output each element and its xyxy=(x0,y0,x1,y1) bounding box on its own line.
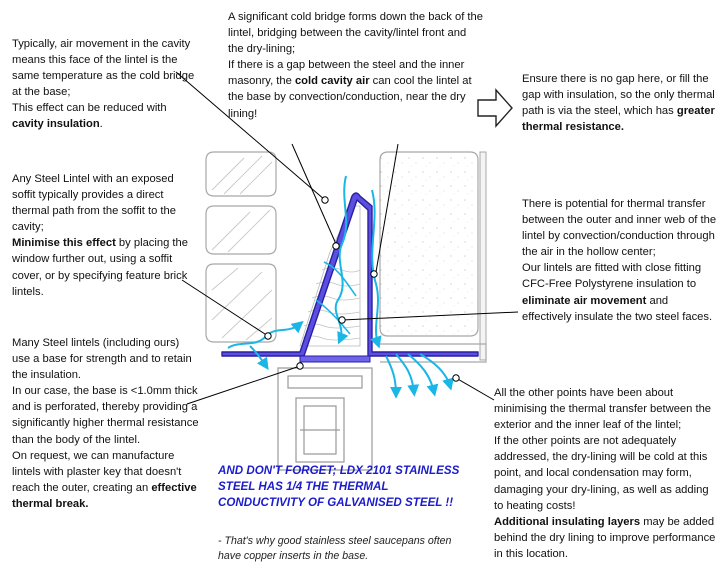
note-lintel-base-p3 xyxy=(12,448,200,512)
note-cavity-reduce-text: This effect can be reduced with xyxy=(12,102,167,115)
note-lintel-base-p1: Many Steel lintels (including ours) use a base for strength and to retain the insulation. xyxy=(12,337,192,382)
note-cold-cavity-air-term: cold cavity air xyxy=(294,75,370,88)
note-ensure-no-gap-pre: Ensure there is no gap here, or fill the gap with insulation, so the only thermal path is via the steel, which has xyxy=(522,73,715,118)
note-exposed-soffit xyxy=(12,171,198,300)
note-exposed-soffit-p1: Any Steel Lintel with an exposed soffit typically provides a direct thermal path from the soffit to the cavity; xyxy=(12,173,176,234)
note-exposed-soffit-p2-post: by placing the window further out, using a soffit cover, or by specifying feature brick lintels. xyxy=(12,237,188,298)
note-thermal-break-term: effective thermal break. xyxy=(12,481,197,510)
window-frame xyxy=(278,368,372,470)
note-cavity-air-movement xyxy=(12,36,198,133)
note-lintel-base xyxy=(12,335,200,512)
note-hollow-center xyxy=(522,196,718,325)
note-insulating-layers-term: Additional insulating layers xyxy=(494,515,641,528)
note-cavity-insulation-term: cavity insulation xyxy=(12,118,100,131)
note-eliminate-air-term: eliminate air movement xyxy=(522,294,647,307)
note-hollow-center-p2 xyxy=(522,260,718,324)
note-cold-bridge-p2 xyxy=(228,57,484,121)
note-cold-bridge-p2-post: can cool the lintel at the base by convection/conduction, near the dry lining! xyxy=(228,75,472,120)
note-cold-bridge-p1: A significant cold bridge forms down the back of the lintel, bridging between the cavity/lintel front and the dry-lining; xyxy=(228,11,483,56)
note-exposed-soffit-p2 xyxy=(12,235,198,299)
note-cavity-text: Typically, air movement in the cavity means this face of the lintel is the same temperature as the cold bridge at the base; xyxy=(12,38,195,99)
note-thermal-resistance-term: greater thermal resistance. xyxy=(522,105,715,134)
note-dry-lining-p3 xyxy=(494,514,720,562)
outer-brick-leaf xyxy=(206,152,276,342)
note-cold-bridge xyxy=(228,9,484,122)
note-hollow-center-p1: There is potential for thermal transfer between the outer and inner web of the lintel by convection/conduction through the air in the hollow center; xyxy=(522,198,717,259)
note-dry-lining-p1: All the other points have been about minimising the thermal transfer between the exterior and the inner leaf of the lintel; xyxy=(494,387,712,432)
note-dry-lining xyxy=(494,385,720,562)
dry-lining xyxy=(480,152,486,360)
note-ensure-no-gap xyxy=(522,71,718,135)
note-hollow-center-p2-post: and effectively insulate the two steel faces. xyxy=(522,294,713,323)
note-ensure-no-gap-text xyxy=(522,71,718,135)
note-lintel-base-p2: In our case, the base is <1.0mm thick and is perforated, thereby providing a significantly higher thermal resistance than the body of the lintel. xyxy=(12,385,199,446)
lintel-base-plate xyxy=(300,356,370,362)
note-lintel-base-p3-pre: On request, we can manufacture lintels with plaster key that doesn't reach the outer, creating an xyxy=(12,449,182,494)
note-dry-lining-p2: If the other points are not adequately addressed, the dry-lining will be cold at this point, and local condensation may form, damaging your dry-lining, as well as adding to heating costs! xyxy=(494,435,709,512)
note-cold-bridge-p2-pre: If there is a gap between the steel and the inner masonry, the xyxy=(228,59,465,88)
stainless-steel-callout: AND DON'T FORGET; LDX 2101 STAINLESS STEEL HAS 1/4 THE THERMAL CONDUCTIVITY OF GALVANISED STEEL !! xyxy=(218,464,460,509)
note-cavity-reduce xyxy=(12,100,198,132)
note-minimise-effect-term: Minimise this effect xyxy=(12,237,116,250)
inner-blockwork-leaf xyxy=(380,152,478,336)
note-cavity-period: . xyxy=(99,118,103,131)
note-hollow-center-p2-pre: Our lintels are fitted with close fitting CFC-Free Polystyrene insulation to xyxy=(522,262,702,291)
saucepan-tip: - That's why good stainless steel saucepans often have copper inserts in the base. xyxy=(218,535,452,562)
note-dry-lining-p3-post: may be added behind the dry lining to improve performance in this location. xyxy=(494,515,716,560)
